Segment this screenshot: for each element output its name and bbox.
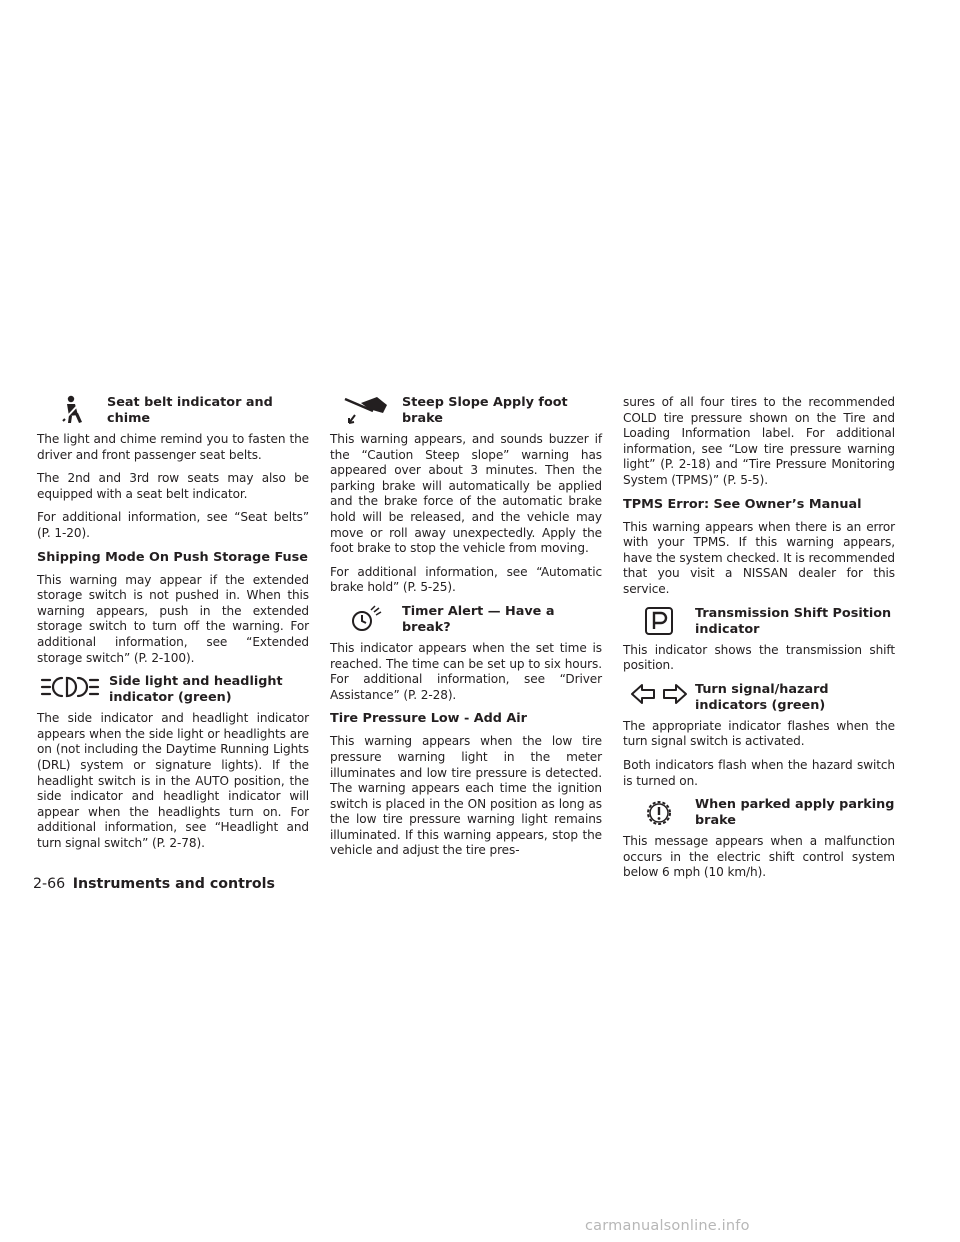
- sidelight-heading: [37, 674, 309, 706]
- timer-alert-icon: [330, 604, 402, 634]
- timer-title: Timer Alert — Have a break?: [402, 603, 555, 635]
- trans-para: This indicator shows the transmission shift position.: [623, 642, 895, 673]
- steep-para-1: This warning appears, and sounds buzzer if the “Caution Steep slope” warning has appeared over about 3 minutes. Then the parking brake will automatically be applied and the brake force of the automatic brake hold will be released, and the vehicle may move or roll away unexpectedly. Apply the foot brake to stop the vehicle from moving.: [330, 432, 602, 556]
- timer-para: This indicator appears when the set time is reached. The time can be set up to six hours. For additional information, see “Driver Assistance” (P. 2-28).: [330, 640, 602, 702]
- tire-heading: Tire Pressure Low - Add Air: [330, 711, 527, 727]
- turn-heading: [623, 682, 895, 714]
- seatbelt-heading: [37, 395, 309, 427]
- tire-para-continued: sures of all four tires to the recommended COLD tire pressure shown on the Tire and Loading Information label. For additional information, see “Low tire pressure warning light” (P. 2-18) and “Tire Pressure Monitoring System (TPMS)” (P. 5-5).: [623, 395, 895, 487]
- sidelight-para: The side indicator and headlight indicator appears when the side light or headlights are on (not including the Daytime Running Lights (DRL) system or signature lights). If the headlight switch is in the AUTO position, the side indicator and headlight indicator will appear when the headlights turn on. For additional information, see “Headlight and turn signal switch” (P. 2-78).: [37, 711, 309, 850]
- turn-para-1: The appropriate indicator flashes when the turn signal switch is activated.: [623, 718, 895, 749]
- column-2: [330, 395, 602, 867]
- warning-gear-icon: [623, 797, 695, 829]
- turn-signal-arrows-icon: [623, 682, 695, 706]
- side-light-headlight-icon: [37, 674, 109, 700]
- park-title: When parked apply parking brake: [695, 797, 895, 829]
- seatbelt-para-3: For additional information, see “Seat belts” (P. 1-20).: [37, 510, 309, 540]
- trans-title: Transmission Shift Position indicator: [695, 605, 892, 637]
- tpms-heading: TPMS Error: See Owner’s Manual: [623, 496, 862, 512]
- column-3: [623, 395, 895, 889]
- seatbelt-para-2: The 2nd and 3rd row seats may also be equipped with a seat belt indicator.: [37, 471, 309, 501]
- tpms-para: This warning appears when there is an error with your TPMS. If this warning appears, have the system checked. It is recommended that you visit a NISSAN dealer for this service.: [623, 519, 895, 596]
- shipping-heading: Shipping Mode On Push Storage Fuse: [37, 549, 308, 565]
- steep-slope-icon: [330, 395, 402, 425]
- park-para: This message appears when a malfunction occurs in the electric shift control system below 6 mph (10 km/h).: [623, 834, 895, 880]
- shipping-para: This warning may appear if the extended storage switch is not pushed in. When this warning appears, push in the extended storage switch to turn off the warning. For additional information, see “Extended storage switch” (P. 2-100).: [37, 572, 309, 665]
- column-1: [37, 395, 309, 859]
- turn-para-2: Both indicators flash when the hazard switch is turned on.: [623, 757, 895, 788]
- steep-title: Steep Slope Apply foot brake: [402, 395, 568, 426]
- timer-heading: [330, 604, 602, 636]
- sidelight-title: Side light and headlight indicator (green): [109, 674, 283, 706]
- steep-heading: [330, 395, 602, 427]
- seatbelt-title: Seat belt indicator and chime: [107, 395, 273, 426]
- page-footer: [33, 876, 275, 892]
- turn-title: Turn signal/hazard indicators (green): [695, 681, 829, 713]
- park-p-icon: [623, 606, 695, 636]
- park-heading: [623, 797, 895, 829]
- tire-para: This warning appears when the low tire pressure warning light in the meter illuminates and low tire pressure is detected. The warning appears each time the ignition switch is placed in the ON position as long as the low tire pressure warning light remains illuminated. If this warning appears, stop the vehicle and adjust the tire pres-: [330, 734, 602, 858]
- trans-heading: [623, 606, 895, 638]
- seatbelt-para-1: The light and chime remind you to fasten the driver and front passenger seat belts.: [37, 432, 309, 462]
- watermark: carmanualsonline.info: [585, 1218, 750, 1234]
- seatbelt-icon: [37, 395, 107, 425]
- page-number: 2-66: [33, 876, 66, 892]
- section-title: Instruments and controls: [72, 876, 275, 892]
- steep-para-2: For additional information, see “Automatic brake hold” (P. 5-25).: [330, 564, 602, 595]
